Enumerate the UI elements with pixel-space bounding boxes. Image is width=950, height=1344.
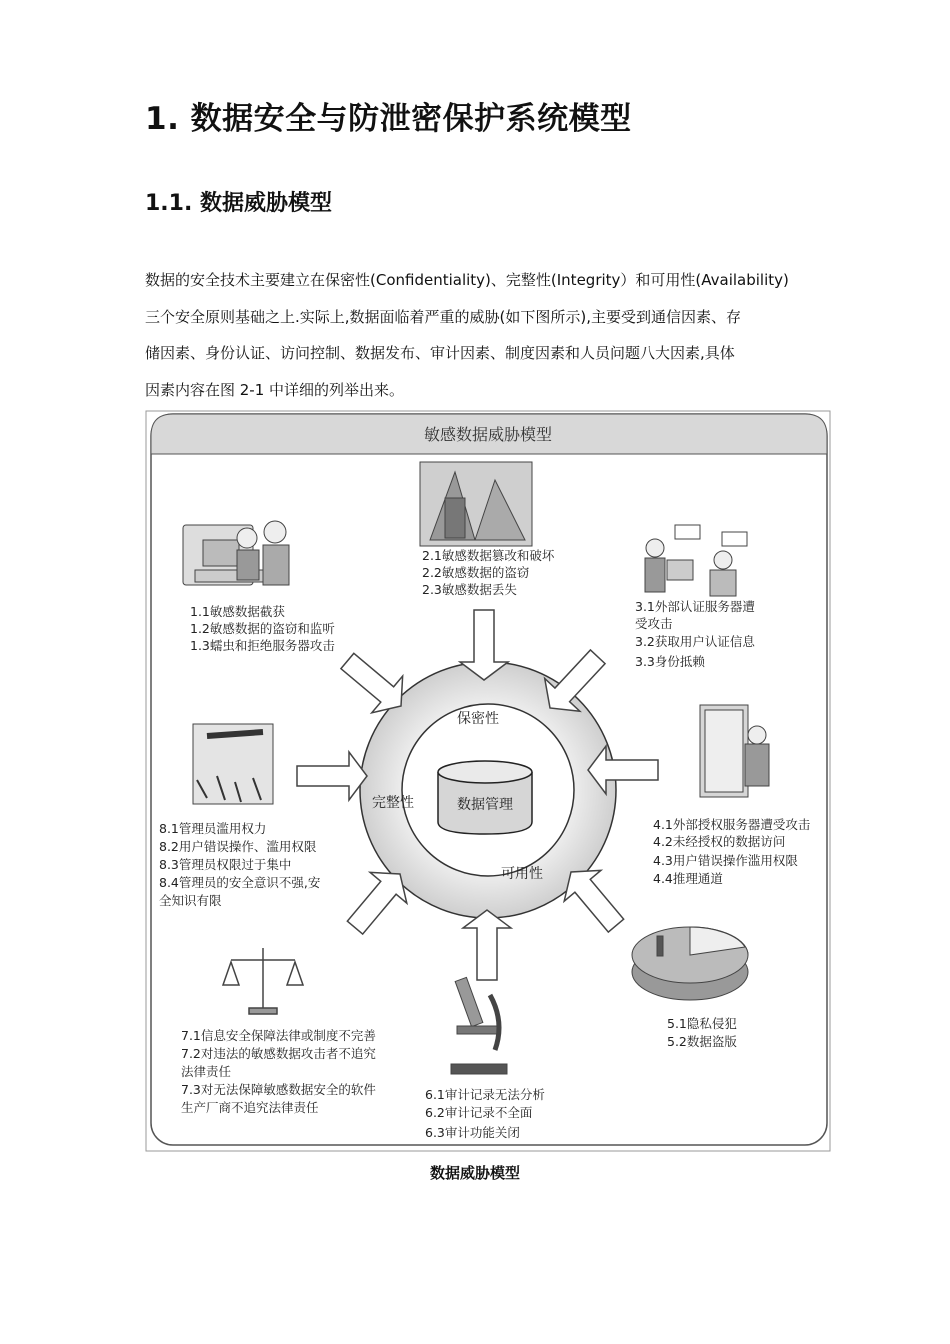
computer-user-illustration	[183, 521, 289, 585]
figure-title: 敏感数据威胁模型	[423, 425, 553, 444]
database-icon	[438, 761, 532, 834]
threat-group-audit: 6.1审计记录无法分析 6.2审计记录不全面 6.3审计功能关闭	[425, 1087, 545, 1140]
threat-group-communication: 1.1敏感数据截获 1.2敏感数据的盗窃和监听 1.3蠕虫和拒绝服务器攻击	[190, 604, 335, 653]
ring-label-confidentiality: 保密性	[457, 711, 499, 727]
threat-model-figure	[145, 410, 831, 1152]
subsection-heading: 1.1. 数据威胁模型	[145, 191, 332, 216]
body-paragraph	[145, 262, 810, 408]
tampering-illustration	[420, 462, 532, 546]
section-heading: 1. 数据安全与防泄密保护系统模型	[145, 101, 632, 137]
paragraph-line: 因素内容在图 2-1 中详细的列举出来。	[145, 380, 405, 399]
threat-group-access-control: 4.1外部授权服务器遭受攻击 4.2未经授权的数据访问 4.3用户错误操作滥用权限 4.4推理通道	[653, 817, 811, 886]
paragraph-line: 三个安全原则基础之上.实际上,数据面临着严重的威胁(如下图所示),主要受到通信因素、存	[145, 307, 742, 326]
threat-group-authentication: 3.1外部认证服务器遭 受攻击 3.2获取用户认证信息 3.3身份抵赖	[635, 599, 755, 669]
threat-group-storage: 2.1敏感数据篡改和破坏 2.2敏感数据的盗窃 2.3敏感数据丢失	[422, 548, 555, 597]
threat-group-data-release: 5.1隐私侵犯 5.2数据盗版	[667, 1016, 737, 1049]
admin-abuse-illustration	[193, 724, 273, 804]
ring-label-integrity: 完整性	[372, 795, 414, 811]
paragraph-line: 储因素、身份认证、访问控制、数据发布、审计因素、制度因素和人员问题八大因素,具体	[145, 344, 735, 362]
paragraph-line: 数据的安全技术主要建立在保密性(Confidentiality)、完整性(Integrity）和可用性(Availability)	[145, 271, 789, 289]
ring-label-availability: 可用性	[501, 866, 543, 882]
center-label: 数据管理	[457, 797, 513, 813]
threat-group-personnel: 8.1管理员滥用权力 8.2用户错误操作、滥用权限 8.3管理员权限过于集中 8.4管理员的安全意识不强,安 全知识有限	[159, 821, 321, 908]
threat-group-regulation: 7.1信息安全保障法律或制度不完善 7.2对违法的敏感数据攻击者不追究 法律责任 7.3对无法保障敏感数据安全的软件 生产厂商不追究法律责任	[181, 1028, 376, 1115]
figure-caption: 数据威胁模型	[429, 1164, 520, 1182]
pie-chart-illustration	[632, 927, 748, 1000]
